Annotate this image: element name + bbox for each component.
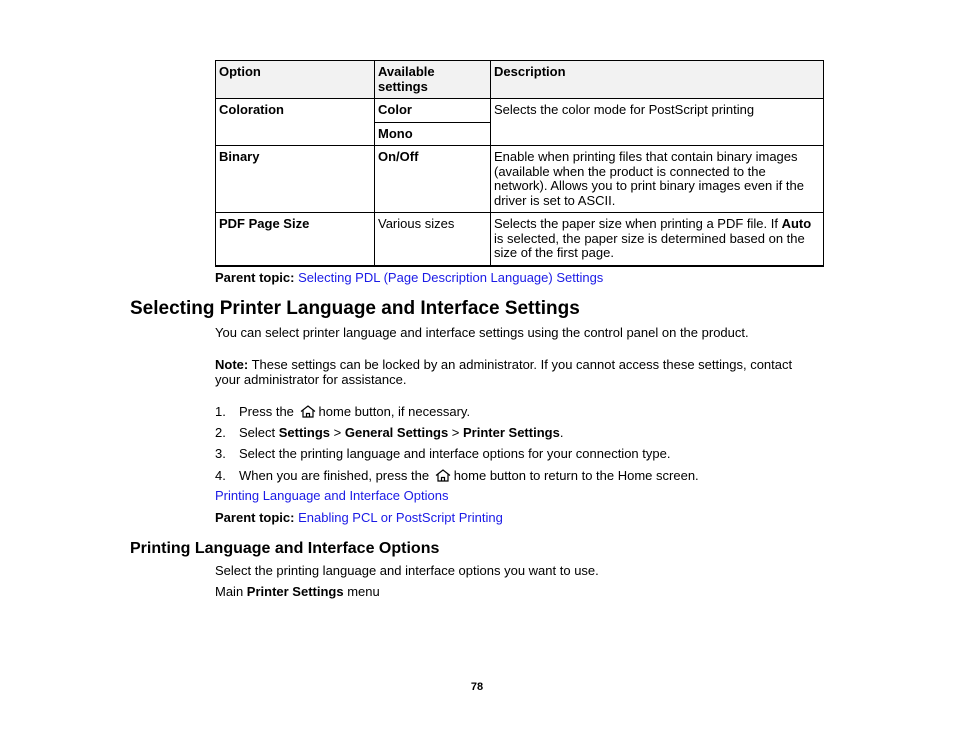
parent-topic-label: Parent topic:: [215, 270, 295, 285]
parent-topic-link[interactable]: Selecting PDL (Page Description Language) Settings: [298, 270, 604, 285]
subsection-title: Printing Language and Interface Options: [130, 540, 440, 557]
subsection-intro: Select the printing language and interface options you want to use.: [215, 563, 599, 578]
step-text: home button, if necessary.: [318, 404, 471, 419]
table-row: [216, 99, 824, 123]
note: [215, 358, 815, 387]
sub-topic-link[interactable]: Printing Language and Interface Options: [215, 488, 449, 503]
step-text: When you are finished, press the: [239, 468, 430, 483]
home-icon: [300, 405, 316, 418]
step-text: Select the printing language and interface options for your connection type.: [239, 446, 671, 461]
step-number: 4.: [215, 468, 226, 483]
menu-prefix: Main: [215, 584, 247, 599]
cell-setting: Mono: [375, 122, 491, 146]
desc-text: is selected, the paper size is determined based on the size of the first page.: [494, 230, 805, 260]
desc-bold: Auto: [781, 216, 812, 231]
menu-settings: Settings: [278, 425, 331, 440]
cell-setting: Color: [375, 99, 491, 123]
parent-topic-link[interactable]: Enabling PCL or PostScript Printing: [298, 510, 503, 525]
cell-option: Coloration: [216, 99, 375, 146]
parent-topic: [215, 511, 503, 526]
menu-general-settings: General Settings: [344, 425, 449, 440]
section-title: Selecting Printer Language and Interface Settings: [130, 298, 580, 319]
cell-option: PDF Page Size: [216, 213, 375, 266]
step-number: 3.: [215, 446, 226, 461]
step-number: 2.: [215, 425, 226, 440]
list-item: [215, 425, 563, 440]
home-icon: [435, 469, 451, 482]
header-description: Description: [491, 61, 824, 99]
separator: >: [448, 425, 464, 440]
menu-printer-settings: Printer Settings: [463, 425, 560, 440]
menu-name: Printer Settings: [246, 584, 344, 599]
table-row: [216, 213, 824, 266]
list-item: [215, 446, 670, 461]
separator: >: [330, 425, 345, 440]
header-option: Option: [216, 61, 375, 99]
note-text: These settings can be locked by an administrator. If you cannot access these settings, contact your administrator for assistance.: [215, 357, 793, 387]
parent-topic: [215, 271, 603, 286]
step-text: Press the: [239, 404, 294, 419]
table-row: [216, 146, 824, 213]
desc-text: Selects the paper size when printing a PDF file. If: [494, 216, 782, 231]
step-text: home button to return to the Home screen.: [453, 468, 699, 483]
page-number: 78: [470, 681, 484, 693]
cell-setting: On/Off: [375, 146, 491, 213]
parent-topic-label: Parent topic:: [215, 510, 295, 525]
menu-caption: [215, 585, 380, 600]
step-number: 1.: [215, 404, 226, 419]
step-text: Select: [239, 425, 279, 440]
list-item: [215, 404, 470, 419]
cell-description: [491, 213, 824, 266]
note-label: Note:: [215, 357, 249, 372]
list-item: [215, 468, 699, 483]
section-intro: You can select printer language and interface settings using the control panel on the product.: [215, 325, 749, 340]
step-end: .: [559, 425, 564, 440]
options-table: [215, 60, 824, 267]
cell-description: Enable when printing files that contain binary images (available when the product is connected to the network). Allows you to print binary images even if the driver is set to ASCII.: [491, 146, 824, 213]
menu-suffix: menu: [343, 584, 380, 599]
header-available-settings: Available settings: [375, 61, 491, 99]
cell-option: Binary: [216, 146, 375, 213]
cell-description: Selects the color mode for PostScript printing: [491, 99, 824, 146]
cell-setting: Various sizes: [375, 213, 491, 266]
table-header-row: [216, 61, 824, 99]
